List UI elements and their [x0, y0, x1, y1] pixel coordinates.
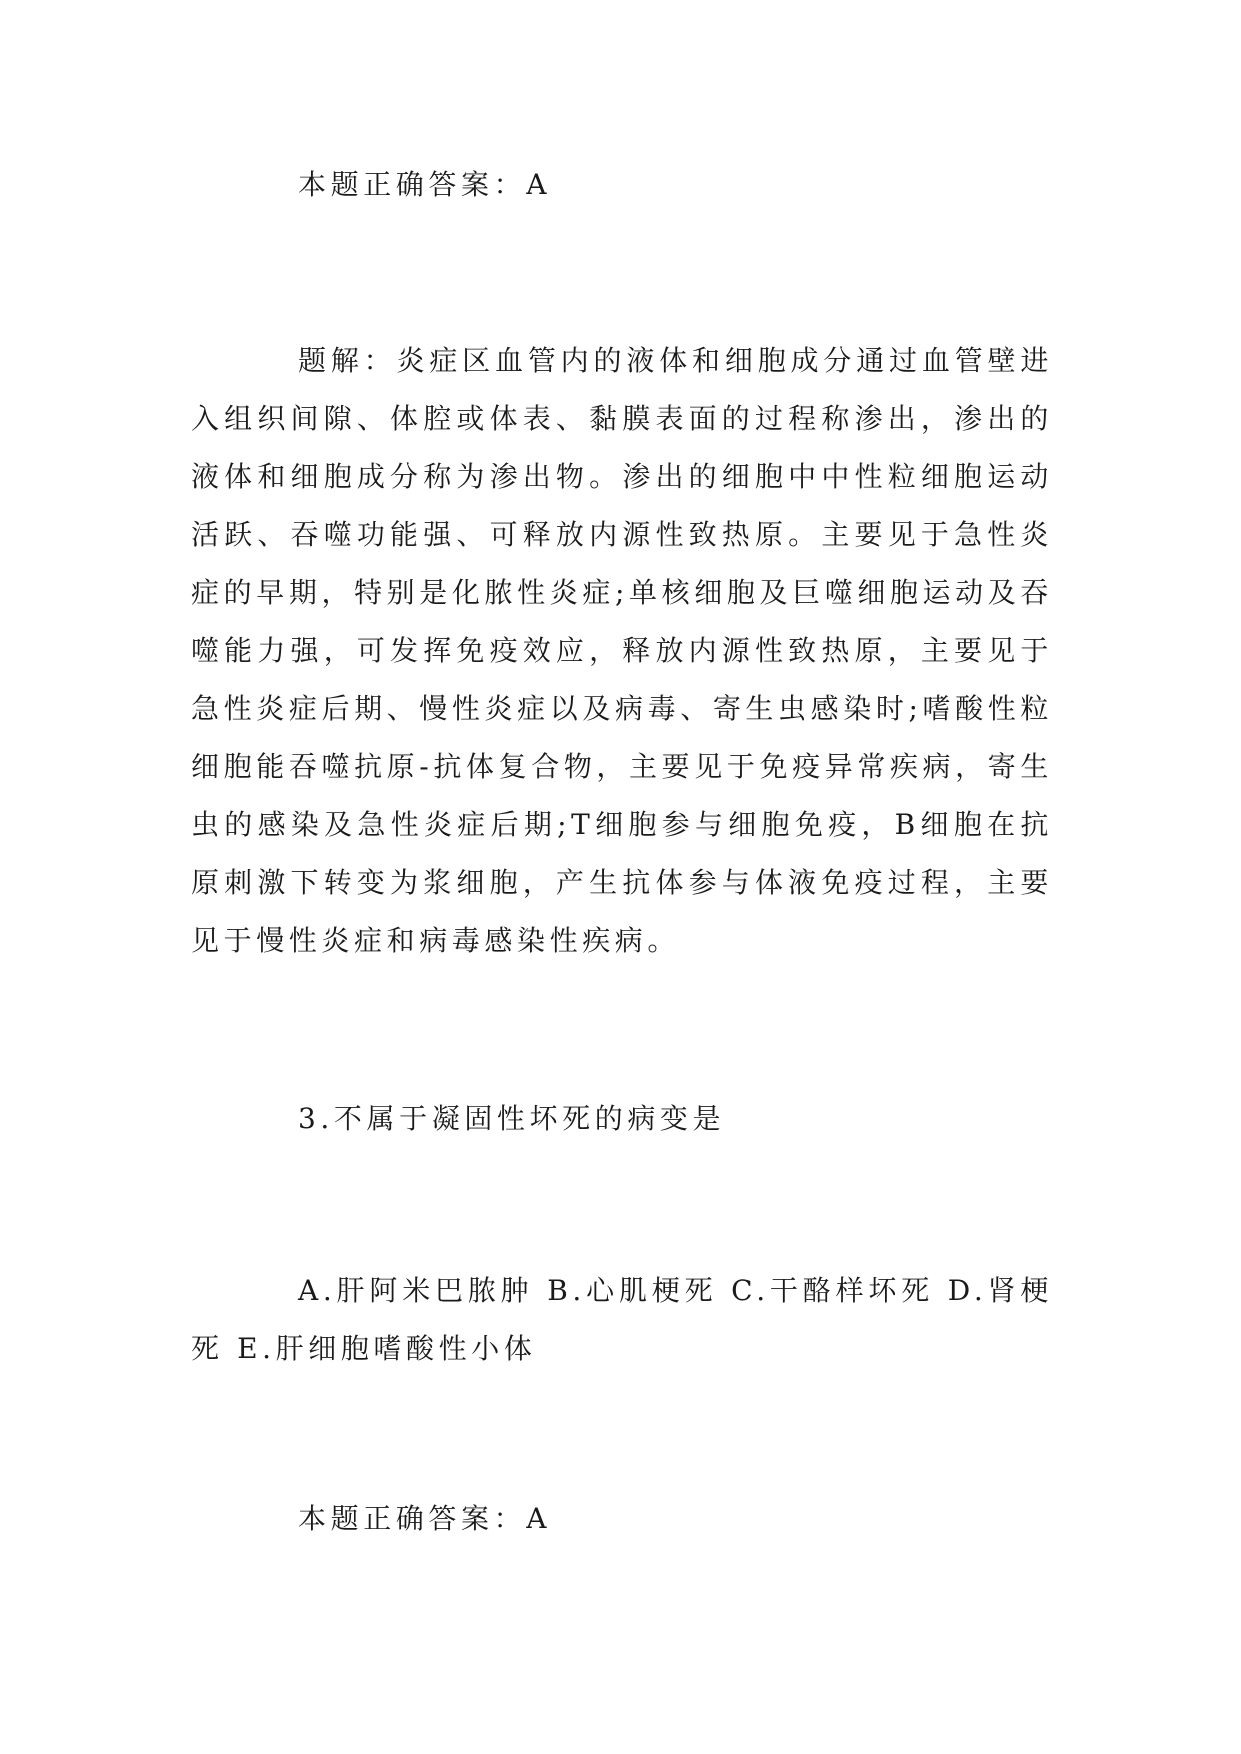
answer-line: 本题正确答案：A — [298, 168, 552, 201]
explanation-paragraph: 题解：炎症区血管内的液体和细胞成分通过血管壁进入组织间隙、体腔或体表、黏膜表面的过程称渗出，渗出的液体和细胞成分称为渗出物。渗出的细胞中中性粒细胞运动活跃、吞噬功能强、可释放内源性致热原。主要见于急性炎症的早期，特别是化脓性炎症;单核细胞及巨噬细胞运动及吞噬能力强，可发挥免疫效应，释放内源性致热原，主要见于急性炎症后期、慢性炎症以及病毒、寄生虫感染时;嗜酸性粒细胞能吞噬抗原-抗体复合物，主要见于免疫异常疾病，寄生虫的感染及急性炎症后期;T细胞参与细胞免疫，B细胞在抗原刺激下转变为浆细胞，产生抗体参与体液免疫过程，主要见于慢性炎症和病毒感染性疾病。 — [191, 344, 1053, 957]
question-stem: 3.不属于凝固性坏死的病变是 — [298, 1102, 726, 1135]
answer-line: 本题正确答案：A — [298, 1502, 552, 1535]
answer-options: A.肝阿米巴脓肿 B.心肌梗死 C.干酪样坏死 D.肾梗死 E.肝细胞嗜酸性小体 — [191, 1274, 1053, 1365]
